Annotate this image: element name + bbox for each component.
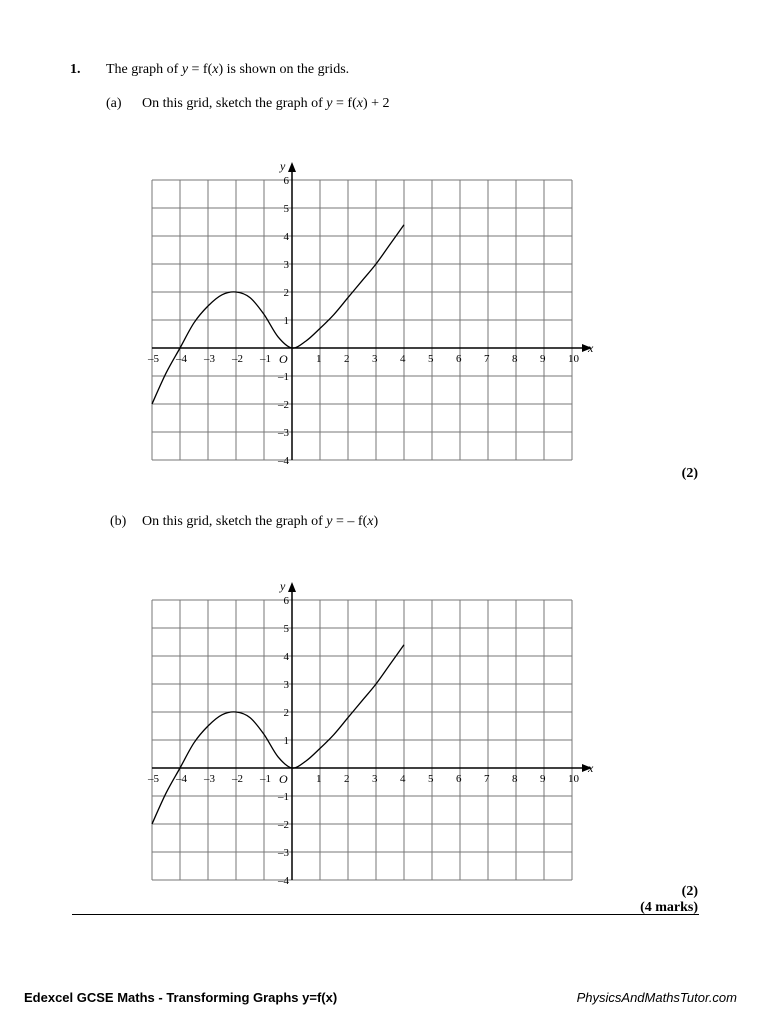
question-intro-mid: = f(: [188, 62, 213, 77]
part-b-text-x: x: [367, 514, 374, 529]
x-tick-label: –1: [260, 773, 271, 785]
x-axis-label: x: [588, 341, 594, 355]
y-tick-label: –3: [278, 427, 289, 439]
x-tick-label: –3: [204, 773, 215, 785]
grid-lines: [152, 600, 572, 880]
y-axis-label: y: [280, 579, 286, 593]
x-tick-label: 10: [568, 773, 579, 785]
x-tick-label: –5: [148, 353, 159, 365]
y-tick-label: –1: [278, 791, 289, 803]
part-b-label: (b): [110, 514, 127, 529]
x-tick-label: 4: [400, 353, 406, 365]
y-tick-label: –2: [278, 819, 289, 831]
question-intro-post: ) is shown on the grids.: [218, 62, 350, 77]
question-intro-x: x: [212, 62, 219, 77]
x-tick-label: 3: [372, 353, 378, 365]
origin-label: O: [279, 352, 288, 366]
x-tick-label: –5: [148, 773, 159, 785]
x-axis-label: x: [588, 761, 594, 775]
graph-grid-b: [0, 570, 768, 900]
y-tick-label: 3: [283, 679, 289, 691]
grid-lines: [152, 180, 572, 460]
x-tick-label: 5: [428, 773, 434, 785]
question-intro-pre: The graph of: [106, 62, 182, 77]
part-a-text-pre: On this grid, sketch the graph of: [142, 96, 327, 111]
part-a-text-mid: = f(: [332, 96, 357, 111]
x-tick-label: –4: [176, 773, 187, 785]
y-axis-label: y: [280, 159, 286, 173]
y-tick-label: 6: [283, 595, 289, 607]
x-tick-label: 7: [484, 353, 490, 365]
x-tick-label: 6: [456, 773, 462, 785]
x-tick-label: –1: [260, 353, 271, 365]
x-tick-label: 8: [512, 353, 518, 365]
part-b-text-var: y: [326, 514, 333, 529]
x-tick-label: –2: [232, 353, 243, 365]
y-axis-arrow: [288, 162, 296, 172]
x-tick-label: 10: [568, 353, 579, 365]
question-number: 1.: [70, 62, 81, 77]
part-b-text-pre: On this grid, sketch the graph of: [142, 514, 327, 529]
y-tick-label: –4: [278, 455, 289, 467]
part-a-text: [142, 96, 390, 112]
y-tick-label: 2: [283, 287, 289, 299]
total-marks: (4 marks): [640, 900, 698, 915]
footer-site: PhysicsAndMathsTutor.com: [576, 990, 737, 1005]
y-tick-label: –1: [278, 371, 289, 383]
y-tick-label: 3: [283, 259, 289, 271]
part-a-text-var: y: [326, 96, 333, 111]
y-axis-arrow: [288, 582, 296, 592]
x-tick-label: –3: [204, 353, 215, 365]
part-b-text-mid: = – f(: [332, 514, 368, 529]
question-intro-var: y: [181, 62, 189, 77]
part-a-marks: (2): [681, 466, 698, 481]
origin-label: O: [279, 772, 288, 786]
y-tick-label: 4: [283, 651, 289, 663]
part-b-marks: (2): [681, 884, 698, 899]
x-tick-label: –4: [176, 353, 187, 365]
y-tick-label: –2: [278, 399, 289, 411]
y-tick-label: 1: [283, 735, 289, 747]
section-divider: [72, 914, 699, 915]
part-a-text-x: x: [356, 96, 363, 111]
graph-grid-a: [0, 150, 768, 480]
x-tick-label: 3: [372, 773, 378, 785]
y-tick-label: 6: [283, 175, 289, 187]
x-tick-label: 7: [484, 773, 490, 785]
x-tick-label: 9: [540, 353, 546, 365]
footer-title: Edexcel GCSE Maths - Transforming Graphs y=f(x): [24, 990, 338, 1005]
x-tick-label: 8: [512, 773, 518, 785]
part-a-text-post: ) + 2: [362, 96, 390, 111]
x-tick-label: –2: [232, 773, 243, 785]
x-tick-label: 1: [316, 773, 322, 785]
part-a-label: (a): [106, 96, 122, 111]
part-b-text-post: ): [373, 514, 379, 529]
y-tick-label: 5: [283, 203, 289, 215]
x-tick-label: 1: [316, 353, 322, 365]
y-tick-label: 5: [283, 623, 289, 635]
x-tick-label: 9: [540, 773, 546, 785]
y-tick-label: 4: [283, 231, 289, 243]
y-tick-label: 1: [283, 315, 289, 327]
x-tick-label: 2: [344, 353, 350, 365]
x-tick-label: 4: [400, 773, 406, 785]
y-tick-label: –3: [278, 847, 289, 859]
y-tick-label: –4: [278, 875, 289, 887]
x-tick-label: 2: [344, 773, 350, 785]
y-tick-label: 2: [283, 707, 289, 719]
part-b-text: [142, 514, 378, 530]
x-tick-label: 6: [456, 353, 462, 365]
x-tick-label: 5: [428, 353, 434, 365]
question-intro: [106, 62, 349, 78]
